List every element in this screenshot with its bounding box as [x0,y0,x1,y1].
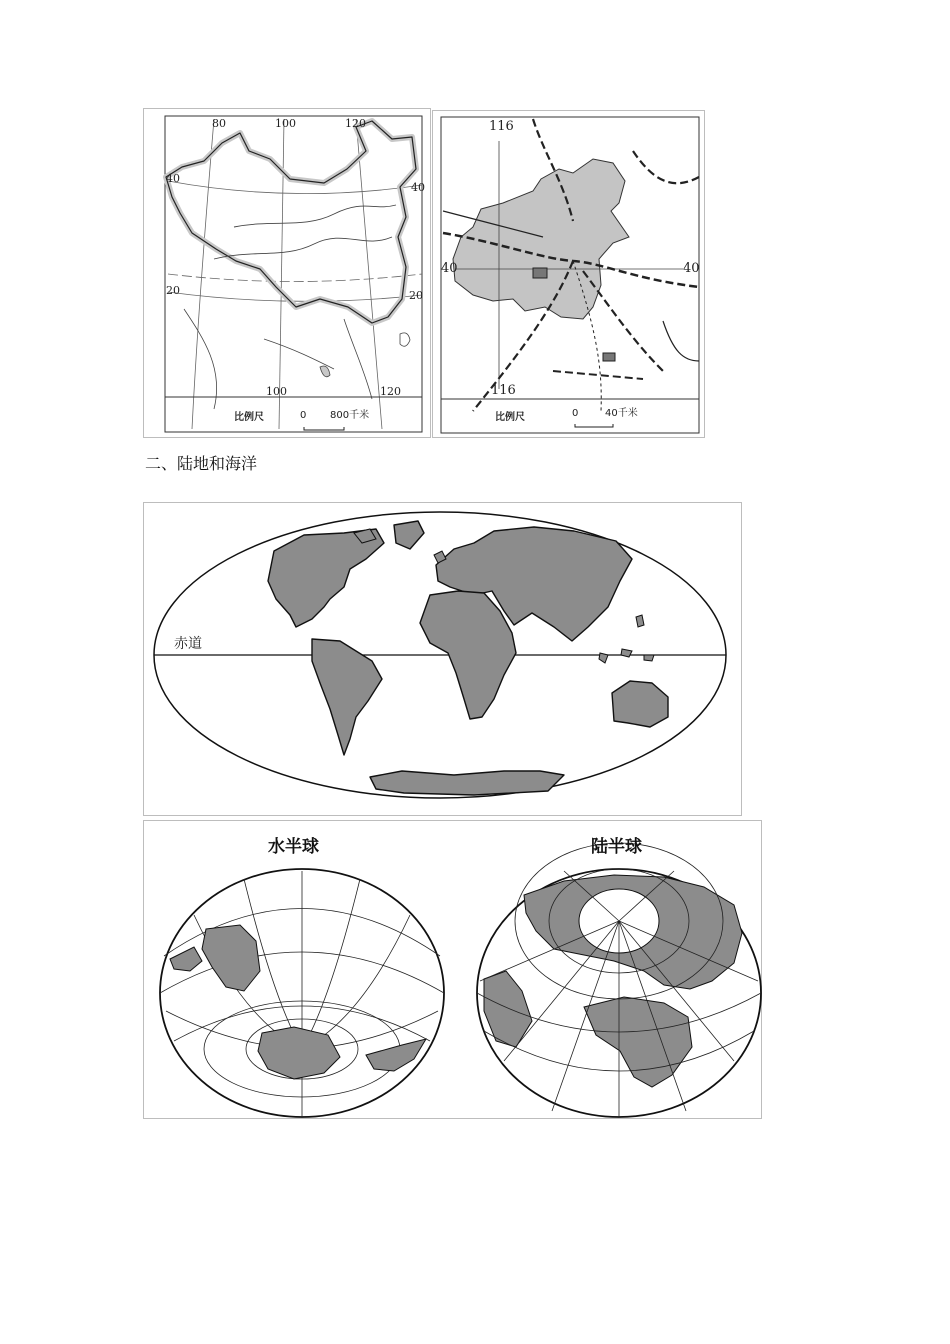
lat-label-40-left: 40 [166,172,180,185]
hemispheres-figure [143,820,762,1119]
scale-label: 比例尺 [495,412,525,423]
lat-label-40-left: 40 [441,261,458,276]
scale-zero: 0 [300,410,307,421]
equator-label: 赤道 [174,636,202,652]
world-map-graphic [144,503,743,817]
lat-label-20-left: 20 [166,284,180,297]
world-map-figure [143,502,742,816]
lat-label-20-right: 20 [409,289,423,302]
water-hemisphere-title: 水半球 [268,837,319,857]
lon-label-120: 120 [345,117,366,130]
lon-label-116-top: 116 [489,119,514,134]
land-hemisphere [477,843,761,1117]
lat-label-40-right: 40 [683,261,700,276]
beijing-map-figure [432,110,705,438]
lon-label-120-bottom: 120 [380,385,401,398]
lon-label-100-bottom: 100 [266,385,287,398]
section-heading: 二、陆地和海洋 [145,454,258,473]
water-hemisphere [160,869,444,1117]
china-map-figure [143,108,431,438]
beijing-map-graphic [433,111,706,439]
lat-label-40-right: 40 [411,181,425,194]
lon-label-80: 80 [212,117,226,130]
scale-value: 40千米 [605,408,638,419]
land-hemisphere-title: 陆半球 [591,837,642,857]
lon-label-116-bottom: 116 [491,383,516,398]
scale-value: 800千米 [330,410,370,421]
hemispheres-graphic [144,821,763,1120]
scale-label: 比例尺 [234,412,264,423]
scale-zero: 0 [572,408,579,419]
lon-label-100: 100 [275,117,296,130]
